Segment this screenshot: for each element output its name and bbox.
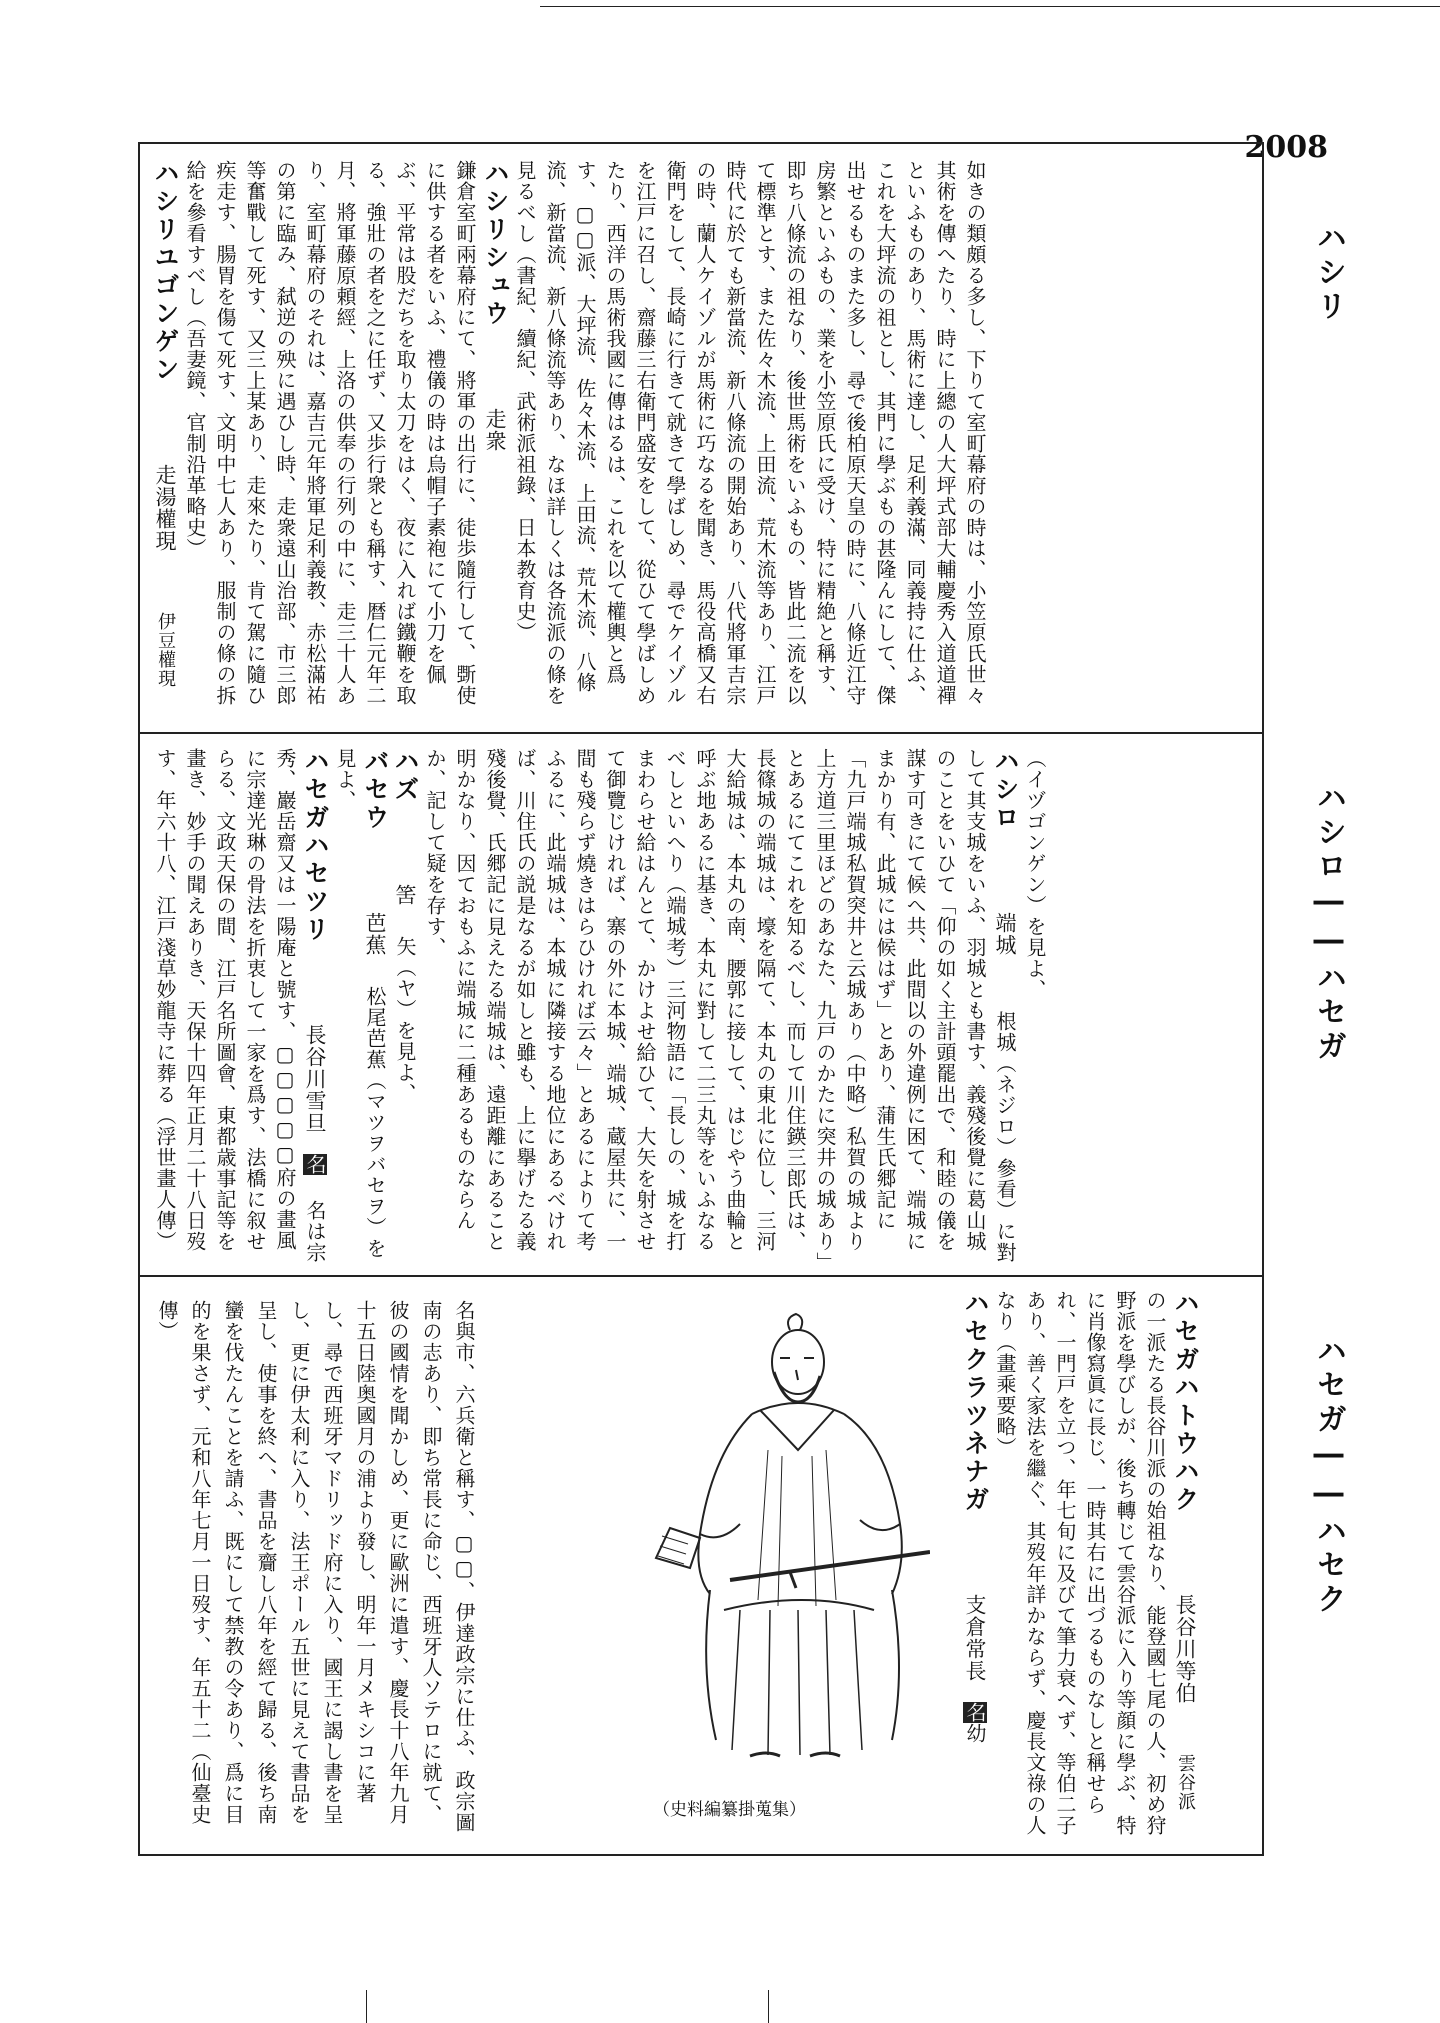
section-hasega-touhaku [960, 1290, 1250, 1845]
entry-hashirishuu-body: 鎌倉室町兩幕府にて、將軍の出行に、徒歩隨行して、斲使に供する者をいふ、禮儀の時は烏帽子素袍にて小刀を佩ぶ、平常は股だちを取り太刀をはく、夜に入れば鐵鞭を取る、強壯の者を之に任ず、又歩行衆とも稱す、暦仁元年二月、將軍藤原頼經、上洛の供奉の行列の中に、走三十人あり、室町幕府のそれは、嘉吉元年將軍足利義教、赤松滿祐の第に臨み、弑逆の殃に遇ひし時、走衆遠山治部、市三郎等奮戰して死す、又三上某あり、走來たり、肯て駕に隨ひ疾走す、腸胃を傷て死す、文明中七人あり、服制の條の拆給を參看すべし（吾妻鏡、官制沿革略史） [183, 160, 477, 706]
section-hashiri-text [150, 160, 990, 725]
entry-hashiro-pre: （イヅゴンゲン）を見よ、 [1023, 748, 1047, 1000]
entry-hashirishuu-kanji: 走衆 [483, 408, 507, 452]
entry-hasekura-badge-tail: 幼 [963, 1723, 987, 1744]
running-head-hashiri: ハシリ [1311, 222, 1346, 324]
section-hasekura-body [150, 1300, 620, 1845]
entry-touhaku-body: の一派たる長谷川派の始祖なり、能登國七尾の人、初め狩野派を學びしが、後ち轉じて雲谷派に入り等顔に學ぶ、特に肖像寫眞に長じ、一時其右に出づるものなしと稱せられ、一門戸を立つ、年七旬に及びて筆力衰へず、等伯二子あり、善く家法を繼ぐ、其歿年詳かならず、慶長文祿の人なり（畫乘要略） [993, 1290, 1167, 1836]
top-edge-rule [540, 6, 1440, 7]
entry-hashiro-body: 根城（ネジロ）參看）に對して其支城をいふ、羽城とも書す、義殘後覺に葛山城のことをいひて「仰の如く主計頭罷出で、和睦の儀を謀す可きにて候へ共、此間以の外違例に困て、端城にまかり有、此城には候はず」とあり、蒲生氏郷記に「九戸端城私賀突井と云城あり（中略）私賀の城より上方道三里ほどのあなた、九戸のかたに突井の城あり」とあるにてこれを知るべし、而して川住鍈三郎氏は、長篠城の端城は、壕を隔て、本丸の東北に位し、三河大給城は、本丸の南、腰郭に接して、はじやう曲輪と呼ぶ地あるに基き、本丸に對して二三丸等をいふなるべしといへり（端城考）三河物語に「長しの、城を打まわらせ給はんとて、かけよせ給ひて、大矢を射させて御覽じければ、寨の外に本城、端城、蔵屋共に、一間も殘らず燒きはらひければ云々」とあるによりて考ふるに、此端城は、本城に隣接する地位にあるべければ、川住氏の説是なるが如しと雖も、上に擧げたる義殘後覺、氏郷記に見えたる端城は、遠距離にあること明かなり、因ておもふに端城に二種あるものならんか、記して疑を存す、 [423, 748, 1017, 1263]
running-head-hashiro-hasega: ハシロ――ハセガ [1311, 782, 1346, 1064]
figure-caption: （史料編纂掛蒐集） [653, 1800, 806, 1820]
entry-hasekura-body: 名與市、六兵衛と稱す、▢▢、伊達政宗に仕ふ、政宗圖南の志あり、即ち常長に命じ、西班牙人ソテロに就て、彼の國情を聞かしめ、更に歐洲に遣す、慶長十八年九月十五日陸奥國月の浦より發し、明年一月メキシコに著し、尋で西班牙マドリッド府に入り、國王に謁し書を呈し、更に伊太利に入り、法王ポール五世に見えて書品を呈し、使事を終へ、書品を齎し八年を經て歸る、後ち南蠻を伐たんことを請ふ、既にして禁教の令あり、爲に目的を果さず、元和八年七月一日歿す、年五十二（仙臺史傳） [155, 1300, 476, 1833]
section-hashiro [150, 748, 1250, 1268]
entry-hashirishuu-headword: ハシリシュウ [481, 160, 510, 328]
entry-hasekura-badge: 名 [963, 1702, 987, 1723]
section-hashiro-text [150, 748, 1050, 1268]
page-number: 2008 [1244, 130, 1328, 165]
entry-haseu-headword: バセウ [361, 748, 390, 832]
entry-hazu-headword: ハズ [391, 748, 420, 804]
running-head-hasega-haseku: ハセガ――ハセク [1311, 1335, 1346, 1617]
section-touhaku-text [960, 1290, 1200, 1845]
entry-hashiro-headword: ハシロ [991, 748, 1020, 832]
entry-hasegawa-settan-body: 名は宗秀、巖岳齋又は一陽庵と號す、▢▢▢▢▢府の畫風に宗達光琳の骨法を折衷して一家を爲す、法橋に叙せらる、文政天保の間、江戸名所圖會、東都歳事記等を畫き、妙手の聞えありき、天保十四年正月二十八日歿す、年六十八、江戸淺草妙龍寺に葬る（浮世畫人傳） [153, 748, 327, 1263]
section-divider-middle [138, 1275, 1262, 1277]
entry-hasegawa-settan-kanji: 長谷川雪旦 [303, 1024, 327, 1134]
entry-haseu-kanji: 芭蕉 [363, 912, 387, 956]
entry-hashiriyugongen-headword: ハシリユゴンゲン [151, 160, 180, 384]
entry-hazu-body: 矢（ヤ）を見よ、 [393, 936, 417, 1104]
entry-hashiro-kanji: 端城 [993, 912, 1017, 956]
entry-hashiri-body: 如きの類頗る多し、下りて室町幕府の時は、小笠原氏世々其術を傳へたり、時に上總の人大坪式部大輔慶秀入道道禪といふものあり、馬術に達し、足利義滿、同義持に仕ふ、これを大坪流の祖とし、其門に學ぶもの甚隆んにして、傑出せるものまた多し、尋で後柏原天皇の時に、八條近江守房繁といふもの、業を小笠原氏に受け、特に精絶と稱す、即ち八條流の祖なり、後世馬術をいふもの、皆此二流を以て標準とす、また佐々木流、上田流、荒木流等あり、江戸時代に於ても新當流、新八條流の開始あり、八代將軍吉宗の時、蘭人ケイゾルが馬術に巧なるを聞き、馬役高橋又右衛門をして、長崎に行きて就きて學ばしめ、尋でケイゾルを江戸に召し、齋藤三右衛門盛安をして、從ひて學ばしめたり、西洋の馬術我國に傳はるは、これを以て權輿と爲す、▢▢派、大坪流、佐々木流、上田流、荒木流、八條流、新當流、新八條流等あり、なほ詳しくは各流派の條を見るべし（書紀、續紀、武術派祖錄、日本教育史） [513, 160, 987, 706]
entry-hasekura-headword: ハセクラツネナガ [961, 1290, 990, 1514]
entry-hashiriyugongen-body: 伊豆權現 [155, 612, 176, 688]
samurai-portrait-icon [640, 1310, 930, 1770]
section-divider-top [138, 732, 1262, 734]
section-hashiri [150, 160, 1250, 725]
hasekura-portrait [640, 1310, 930, 1770]
bottom-mark-left [366, 1990, 367, 2023]
entry-touhaku-kanji: 長谷川等伯 [1173, 1594, 1197, 1704]
entry-hasegawa-settan-badge: 名 [303, 1154, 327, 1175]
bottom-mark-right [768, 1990, 769, 2023]
entry-hasegawa-settan-headword: ハセガハセツリ [301, 748, 330, 944]
entry-hazu-kanji: 筈 [393, 884, 417, 906]
entry-touhaku-note: 雲谷派 [1175, 1754, 1196, 1811]
entry-hasekura-kanji: 支倉常長 [963, 1594, 987, 1682]
entry-touhaku-headword: ハセガハトウハク [1171, 1290, 1200, 1514]
entry-haseu-body: 松尾芭蕉（マツヲバセヲ）を見よ、 [333, 748, 387, 1259]
entry-hashiriyugongen-kanji: 走湯權現 [153, 464, 177, 552]
